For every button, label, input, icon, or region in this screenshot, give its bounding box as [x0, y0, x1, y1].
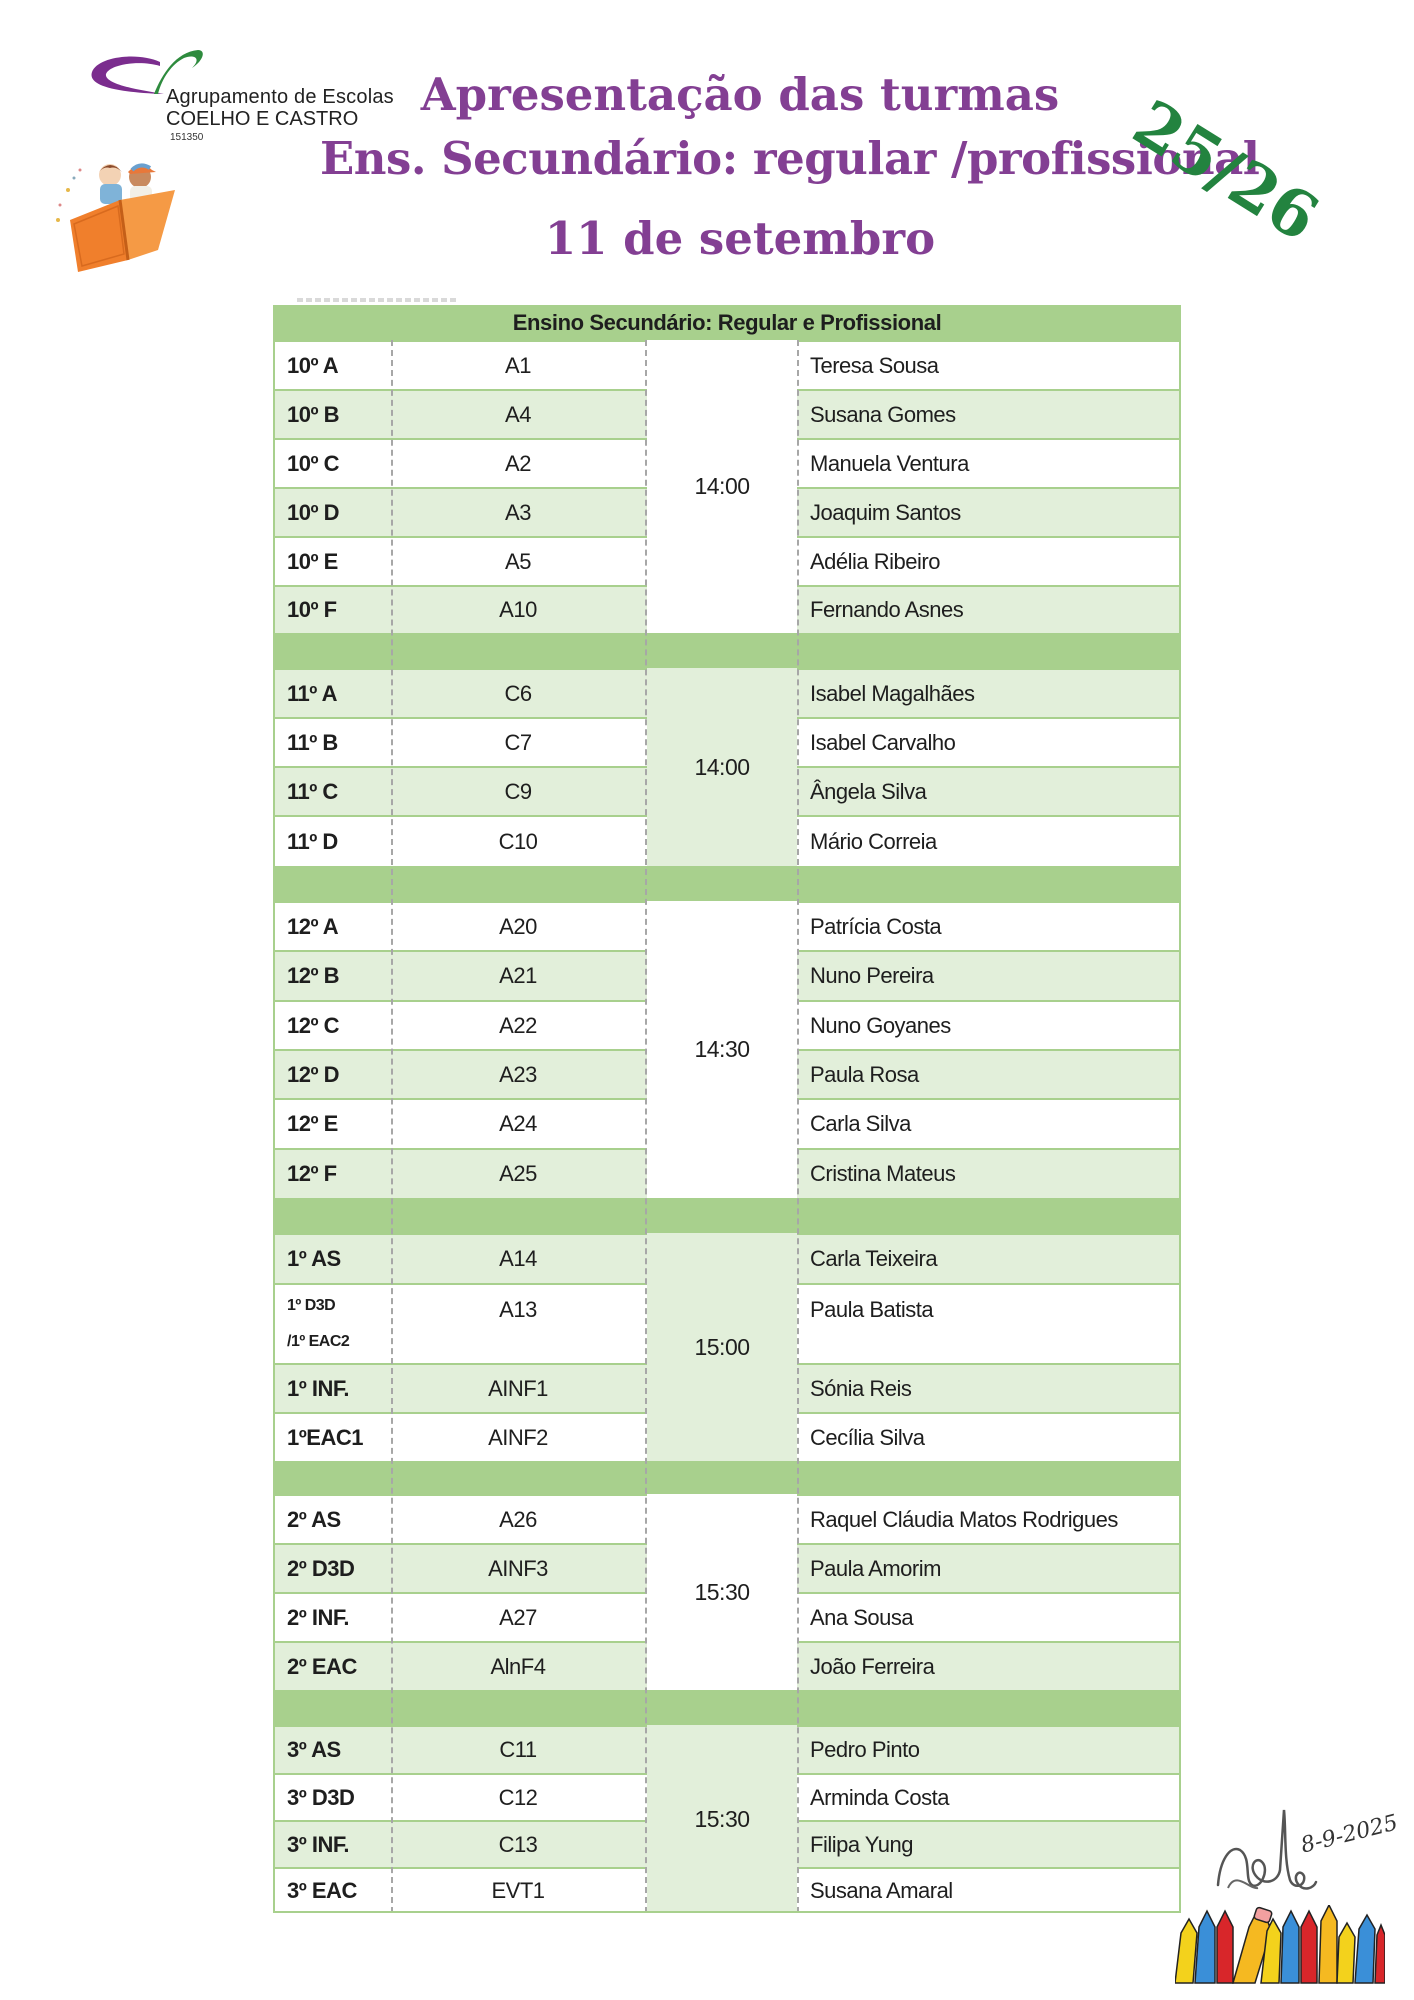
room: A23 [499, 1061, 537, 1087]
class-name: 3º EAC [287, 1878, 357, 1903]
start-time-text: 14:00 [694, 753, 750, 780]
start-time: 15:30 [647, 1494, 797, 1690]
class-director: Isabel Magalhães [810, 680, 975, 706]
page-subtitle: Ens. Secundário: regular /profissional [320, 132, 1260, 185]
class-director: Filipa Yung [810, 1831, 913, 1857]
class-name: 3º INF. [287, 1831, 349, 1857]
room: A13 [499, 1297, 537, 1322]
room: A1 [505, 352, 531, 378]
class-name: 3º D3D [287, 1784, 355, 1810]
class-name: 12º E [287, 1111, 338, 1136]
class-director: Teresa Sousa [810, 352, 939, 378]
room: A22 [499, 1012, 537, 1038]
class-name: 12º D [287, 1061, 340, 1087]
logo-code: 151350 [170, 132, 204, 143]
class-name: 11º D [287, 828, 338, 854]
class-name [287, 1285, 387, 1363]
column-divider [797, 340, 799, 1913]
room: A24 [499, 1111, 537, 1136]
class-name: 12º B [287, 963, 340, 988]
class-director: Paula Amorim [810, 1555, 941, 1581]
room: A26 [499, 1506, 537, 1532]
room: A21 [499, 963, 537, 988]
logo-name-line1: Agrupamento de Escolas [166, 86, 394, 108]
column-divider [391, 340, 393, 1913]
class-director: Ângela Silva [810, 778, 927, 804]
group-separator [273, 633, 1181, 668]
class-name: 12º F [287, 1161, 337, 1186]
class-director: Nuno Pereira [810, 963, 934, 988]
group-separator [273, 1461, 1181, 1494]
class-director: Mário Correia [810, 828, 937, 854]
class-director: Susana Gomes [810, 401, 956, 427]
room: C11 [499, 1737, 537, 1762]
room: AINF3 [488, 1555, 548, 1581]
class-director: Pedro Pinto [810, 1737, 920, 1762]
class-name-line1: 1º D3D [287, 1297, 336, 1314]
class-director: Manuela Ventura [810, 450, 969, 476]
faded-clipped-text-decoration [297, 298, 457, 302]
room: C10 [498, 828, 538, 854]
class-name-line2: /1º EAC2 [287, 1333, 350, 1350]
start-time: 14:00 [647, 340, 797, 633]
room: A27 [499, 1604, 537, 1630]
room: C12 [498, 1784, 538, 1810]
room: A20 [499, 913, 537, 939]
room: C6 [504, 680, 532, 706]
room: A5 [505, 548, 531, 574]
class-director: Raquel Cláudia Matos Rodrigues [810, 1506, 1118, 1532]
column-divider [645, 340, 647, 1913]
class-director: Ana Sousa [810, 1604, 914, 1630]
group-separator [273, 1690, 1181, 1725]
class-director: Joaquim Santos [810, 499, 961, 525]
class-name: 1ºEAC1 [287, 1424, 363, 1450]
event-date: 11 de setembro [544, 212, 936, 265]
class-schedule-table [273, 305, 1181, 1913]
class-director: Carla Silva [810, 1111, 911, 1136]
room: A4 [505, 401, 531, 427]
class-name: 10º C [287, 450, 340, 476]
room: A25 [499, 1161, 537, 1186]
class-director: Isabel Carvalho [810, 729, 956, 755]
class-director: Cecília Silva [810, 1424, 925, 1450]
room: AlnF4 [490, 1653, 546, 1679]
start-time: 15:00 [647, 1233, 797, 1461]
signature-date: 8-9-2025 [1298, 1810, 1401, 1859]
room: AINF1 [488, 1375, 548, 1401]
start-time: 14:30 [647, 901, 797, 1198]
room: C13 [498, 1831, 538, 1857]
class-director: João Ferreira [810, 1653, 935, 1679]
class-director: Paula Rosa [810, 1061, 919, 1087]
start-time [647, 668, 797, 866]
class-name: 2º AS [287, 1506, 341, 1532]
room: EVT1 [491, 1878, 545, 1903]
class-name: 10º B [287, 401, 340, 427]
room: C9 [504, 778, 532, 804]
class-director: Cristina Mateus [810, 1161, 956, 1186]
class-name: 2º INF. [287, 1604, 349, 1630]
class-name: 1º INF. [287, 1375, 349, 1401]
class-director: Adélia Ribeiro [810, 548, 940, 574]
class-name: 10º A [287, 352, 339, 378]
handwritten-signature-icon [1200, 1790, 1400, 1910]
group-separator [273, 1198, 1181, 1233]
room: A2 [505, 450, 531, 476]
class-name: 2º D3D [287, 1555, 355, 1581]
group-separator [273, 866, 1181, 901]
room: AINF2 [488, 1424, 548, 1450]
class-director: Patrícia Costa [810, 913, 942, 939]
class-director: Sónia Reis [810, 1375, 912, 1401]
table-title: Ensino Secundário: Regular e Profissional [273, 305, 1181, 340]
class-director: Susana Amaral [810, 1878, 953, 1903]
class-name: 1º AS [287, 1246, 341, 1271]
room: C7 [504, 729, 532, 755]
kids-book-illustration-icon [50, 150, 200, 275]
page-title: Apresentação das turmas [420, 68, 1060, 121]
room: A14 [499, 1246, 537, 1271]
class-director: Fernando Asnes [810, 597, 964, 622]
class-name: 12º C [287, 1012, 340, 1038]
class-name: 12º A [287, 913, 339, 939]
logo-name-line2: COELHO E CASTRO [166, 108, 359, 130]
class-name: 10º F [287, 597, 337, 622]
class-name: 10º E [287, 548, 338, 574]
class-name: 2º EAC [287, 1653, 357, 1679]
class-name: 10º D [287, 499, 340, 525]
class-director: Paula Batista [810, 1297, 934, 1322]
class-name: 11º B [287, 729, 338, 755]
start-time: 15:30 [647, 1725, 797, 1913]
class-director: Arminda Costa [810, 1784, 950, 1810]
room: A10 [499, 597, 537, 622]
pencils-decoration-icon [1175, 1905, 1385, 1985]
class-director: Carla Teixeira [810, 1246, 938, 1271]
class-name: 11º A [287, 680, 337, 706]
class-name: 11º C [287, 778, 338, 804]
school-year-badge: 25/26 [1120, 86, 1331, 257]
class-name: 3º AS [287, 1737, 341, 1762]
room: A3 [505, 499, 531, 525]
class-director: Nuno Goyanes [810, 1012, 951, 1038]
